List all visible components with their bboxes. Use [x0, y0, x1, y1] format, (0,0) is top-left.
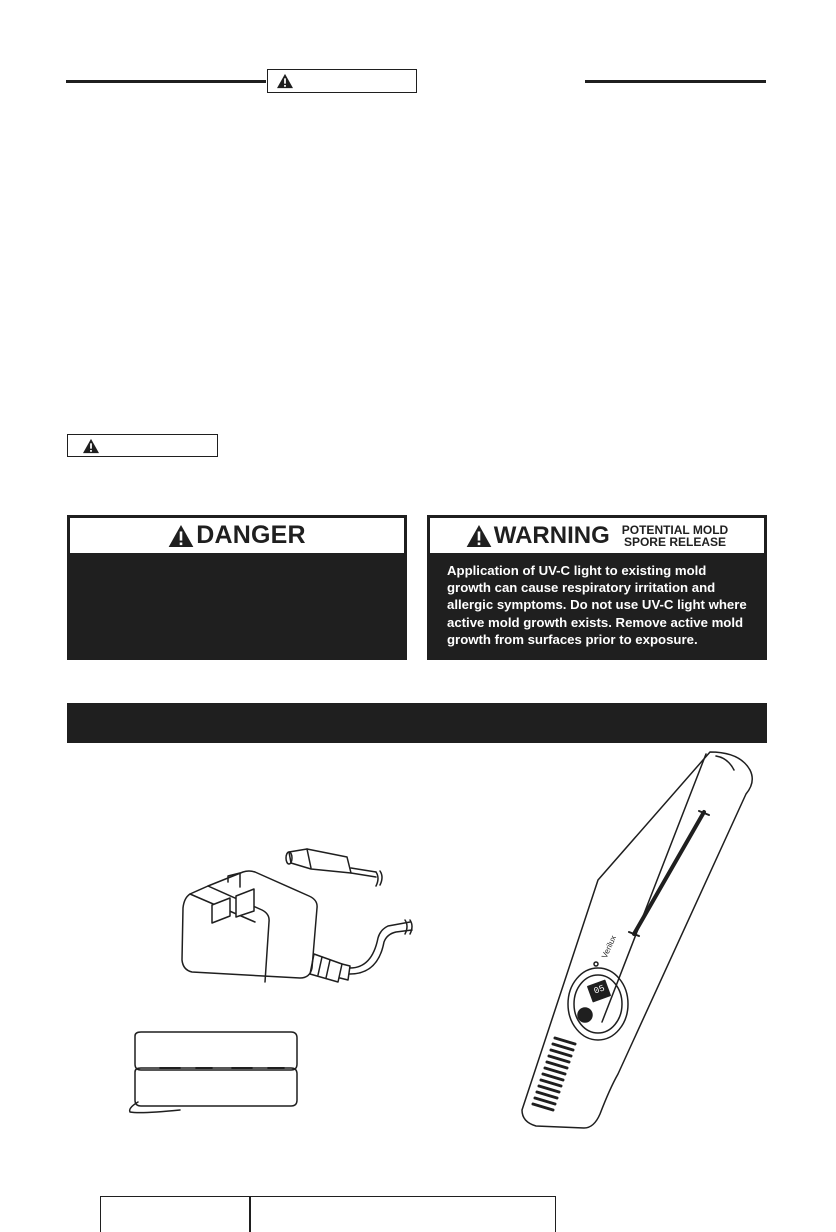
- wand-display-value: 05: [592, 983, 607, 997]
- danger-sign: [67, 515, 407, 660]
- footer-table: [100, 1196, 556, 1232]
- uv-wand-icon: [522, 752, 752, 1128]
- warning-label: WARNING: [493, 521, 610, 549]
- power-adapter-icon: [182, 849, 412, 982]
- warning-sublabel: [622, 524, 728, 548]
- warning-triangle-icon: [82, 438, 100, 454]
- package-contents-illustration: [0, 750, 836, 1210]
- warning-sign-header: [430, 518, 764, 553]
- wand-brand-text: Verilux: [600, 934, 618, 960]
- header-rule-right: [585, 80, 766, 83]
- warning-sign: [427, 515, 767, 660]
- header-rule-left: [66, 80, 266, 83]
- danger-label: DANGER: [196, 521, 306, 549]
- warning-triangle-icon: [276, 73, 294, 89]
- danger-sign-header: [70, 518, 404, 553]
- battery-pack-icon: [130, 1032, 297, 1113]
- warning-body-text: Application of UV-C light to existing mold growth can cause respiratory irritation and allergic symptoms. Do not use UV-C light where active mold growth exists. Remove active mold growth from surfaces prior to exposure.: [447, 563, 747, 647]
- footer-table-divider: [249, 1197, 251, 1232]
- power-button-icon: [578, 1008, 592, 1022]
- header-caution-tag: [267, 69, 417, 93]
- section-caution-tag: [67, 434, 218, 457]
- warning-triangle-icon: [466, 524, 492, 548]
- warning-triangle-icon: [168, 524, 194, 548]
- section-heading-bar: [67, 703, 767, 743]
- warning-sublabel-line2: SPORE RELEASE: [623, 534, 726, 549]
- warning-sublabel-line1: POTENTIAL MOLD: [621, 522, 729, 537]
